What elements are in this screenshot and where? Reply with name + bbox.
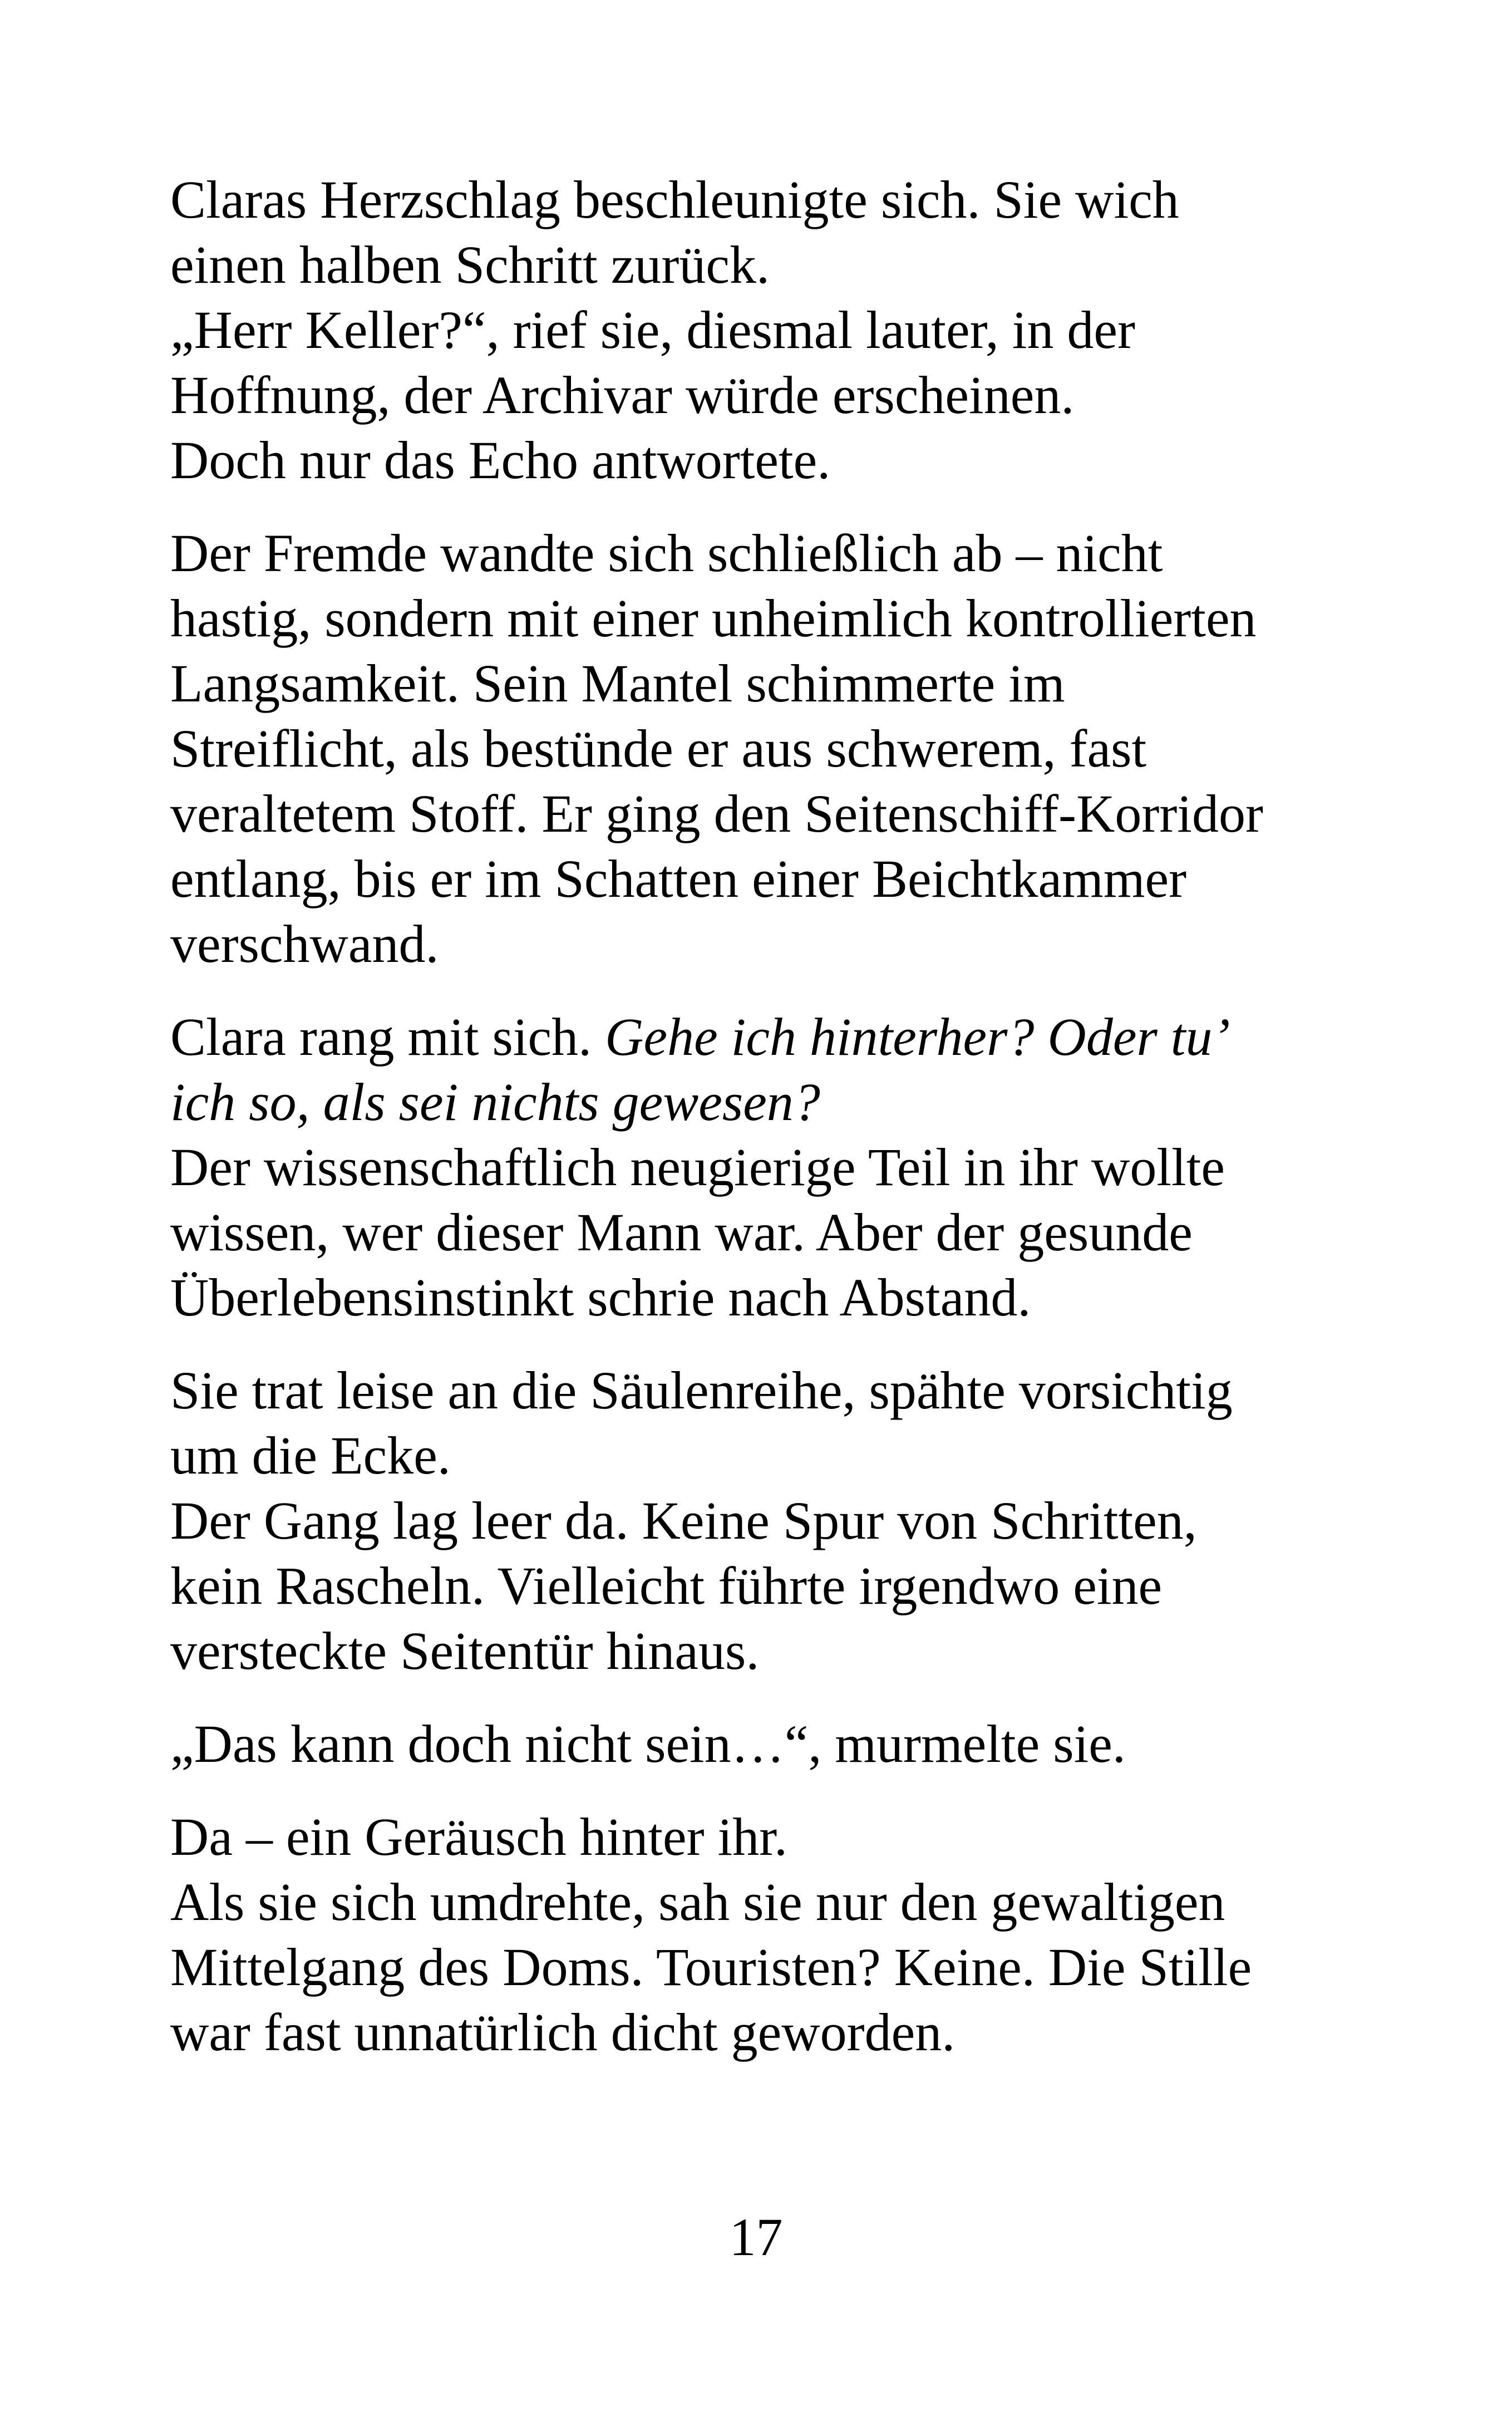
paragraph-3 [170,1004,1372,1330]
text-line: Als sie sich umdrehte, sah sie nur den gewaltigen [170,1872,1225,1932]
text-line: Streiflicht, als bestünde er aus schwerem, fast [170,719,1147,778]
text-line: Der Fremde wandte sich schließlich ab – nicht [170,523,1163,583]
paragraph-2 [170,520,1372,976]
paragraph-4 [170,1358,1372,1683]
text-line: Claras Herzschlag beschleunigte sich. Sie wich [170,170,1179,229]
text-line: versteckte Seitentür hinaus. [170,1621,760,1681]
text-line: veraltetem Stoff. Er ging den Seitenschiff-Korridor [170,784,1263,843]
text-line: Der wissenschaftlich neugierige Teil in ihr wollte [170,1137,1225,1197]
text-line: Da – ein Geräusch hinter ihr. [170,1807,787,1867]
italic-thought: Gehe ich hinterher? Oder tu’ [605,1007,1230,1067]
text-line: entlang, bis er im Schatten einer Beichtkammer [170,849,1187,908]
text-line: „Das kann doch nicht sein…“, murmelte sie. [170,1714,1126,1774]
text-line [170,1004,1372,1069]
text-line: Doch nur das Echo antwortete. [170,430,831,490]
text-segment: Clara rang mit sich. [170,1007,605,1067]
text-line: verschwand. [170,914,439,974]
text-line: „Herr Keller?“, rief sie, diesmal lauter, in der [170,300,1135,360]
text-line: wissen, wer dieser Mann war. Aber der gesunde [170,1202,1193,1262]
paragraph-1 [170,167,1372,493]
text-line: Hoffnung, der Archivar würde erscheinen. [170,365,1075,425]
italic-thought: ich so, als sei nichts gewesen? [170,1072,820,1132]
text-line: Langsamkeit. Sein Mantel schimmerte im [170,654,1065,713]
text-line: war fast unnatürlich dicht geworden. [170,2002,956,2062]
body-text [170,167,1372,2093]
text-line: Sie trat leise an die Säulenreihe, spähte vorsichtig [170,1361,1233,1420]
text-line: kein Rascheln. Vielleicht führte irgendwo eine [170,1556,1163,1615]
paragraph-6 [170,1804,1372,2065]
text-line: hastig, sondern mit einer unheimlich kontrollierten [170,588,1257,648]
text-line: Der Gang lag leer da. Keine Spur von Schritten, [170,1491,1197,1550]
text-line: einen halben Schritt zurück. [170,235,770,294]
paragraph-5 [170,1711,1372,1776]
text-line: um die Ecke. [170,1426,451,1485]
text-line: Mittelgang des Doms. Touristen? Keine. Die Stille [170,1937,1252,1997]
text-line: Überlebensinstinkt schrie nach Abstand. [170,1268,1031,1327]
page-number: 17 [729,2207,783,2267]
